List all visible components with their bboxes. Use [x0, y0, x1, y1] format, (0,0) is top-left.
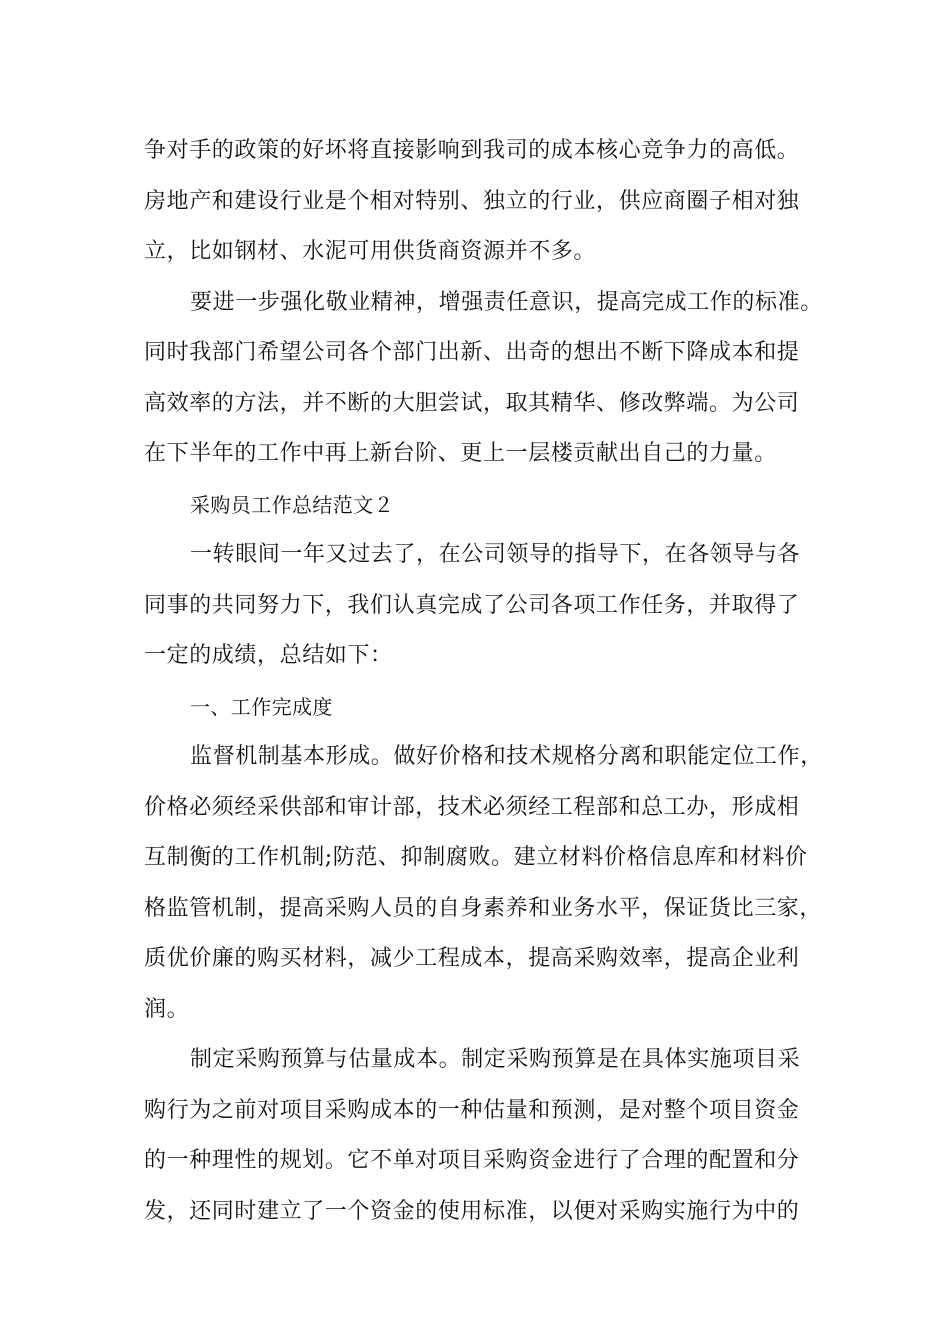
text-line: 互制衡的工作机制;防范、抑制腐败。建立材料价格信息库和材料价	[144, 845, 808, 870]
text-line: 一转眼间一年又过去了，在公司领导的指导下，在各领导与各	[190, 542, 801, 567]
section-heading: 采购员工作总结范文２	[190, 492, 394, 517]
text-line: 制定采购预算与估量成本。制定采购预算是在具体实施项目采	[190, 1047, 801, 1072]
text-line: 发，还同时建立了一个资金的使用标准，以便对采购实施行为中的	[144, 1198, 800, 1224]
text-line: 在下半年的工作中再上新台阶、更上一层楼贡献出自己的力量。	[144, 441, 777, 466]
text-line: 一定的成绩，总结如下：	[144, 643, 393, 668]
section-heading: 一、工作完成度	[190, 694, 333, 719]
text-line: 房地产和建设行业是个相对特别、独立的行业，供应商圈子相对独	[144, 188, 800, 214]
text-line: 同时我部门希望公司各个部门出新、出奇的想出不断下降成本和提	[144, 340, 800, 365]
text-line: 润。	[144, 996, 190, 1022]
text-line: 质优价廉的购买材料，减少工程成本，提高采购效率，提高企业利	[144, 946, 800, 971]
text-line: 立，比如钢材、水泥可用供货商资源并不多。	[144, 239, 597, 264]
document-body	[144, 131, 823, 1242]
text-line: 同事的共同努力下，我们认真完成了公司各项工作任务，并取得了	[144, 592, 800, 618]
text-line: 监督机制基本形成。做好价格和技术规格分离和职能定位工作，	[190, 744, 823, 769]
text-line: 的一种理性的规划。它不单对项目采购资金进行了合理的配置和分	[144, 1148, 800, 1173]
text-line: 高效率的方法，并不断的大胆尝试，取其精华、修改弊端。为公司	[144, 390, 800, 416]
text-line: 要进一步强化敬业精神，增强责任意识，提高完成工作的标准。	[190, 289, 823, 315]
text-line: 购行为之前对项目采购成本的一种估量和预测，是对整个项目资金	[144, 1097, 800, 1123]
text-line: 价格必须经采供部和审计部，技术必须经工程部和总工办，形成相	[144, 794, 800, 820]
text-line: 格监管机制，提高采购人员的自身素养和业务水平，保证货比三家，	[144, 895, 823, 921]
text-line: 争对手的政策的好坏将直接影响到我司的成本核心竞争力的高低。	[144, 138, 800, 163]
